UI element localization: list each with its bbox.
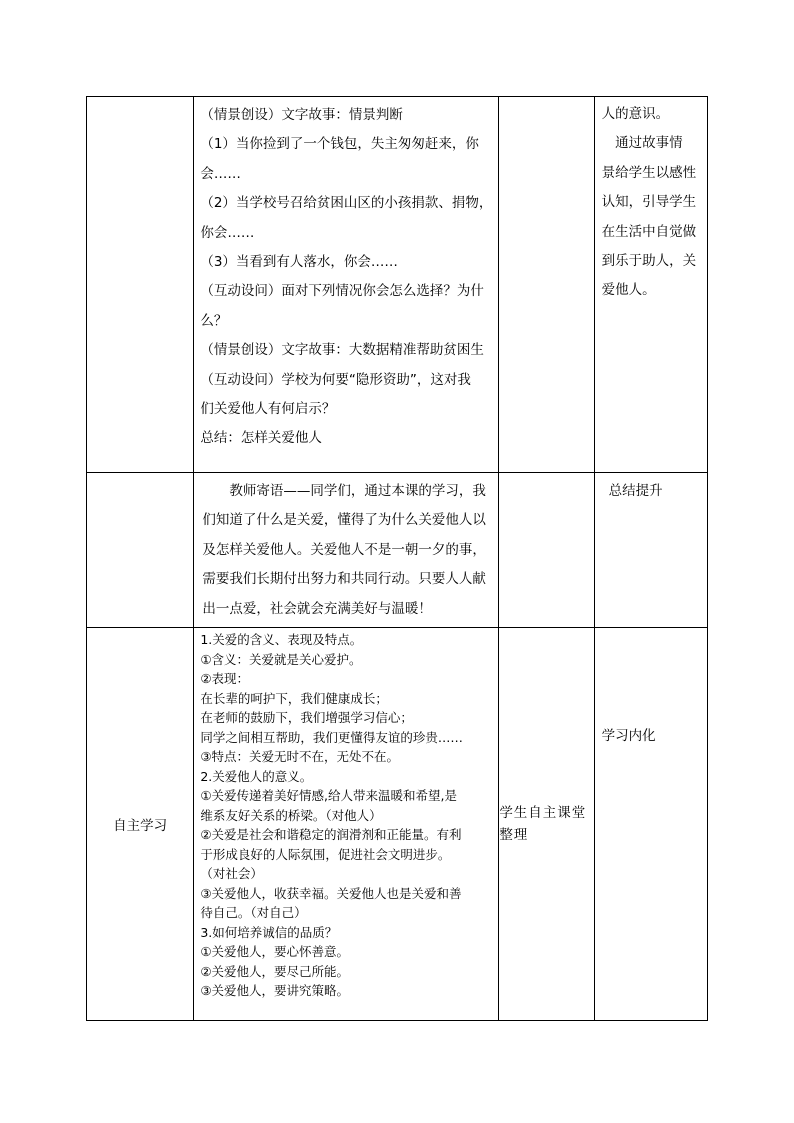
student-cell-empty	[499, 473, 594, 628]
teacher-message	[194, 473, 498, 624]
knowledge-line: 于形成良好的人际氛围，促进社会文明进步。	[200, 846, 451, 862]
activity-line: 你会……	[200, 224, 255, 241]
knowledge-line: 维系友好关系的桥梁。（对他人）	[200, 807, 382, 823]
teacher-line: 们知道了什么是关爱，懂得了为什么关爱他人以	[202, 512, 486, 529]
teacher-message-cell	[194, 473, 499, 628]
knowledge-line: 1.关爱的含义、表现及特点。	[200, 632, 363, 647]
activity-line: （互动设问）面对下列情况你会怎么选择？为什	[200, 283, 484, 300]
knowledge-line: ①关爱传递着美好情感,给人带来温暖和希望,是	[200, 788, 457, 803]
intent-text	[595, 97, 707, 306]
activity-line: （3）当看到有人落水，你会……	[200, 254, 398, 271]
knowledge-line: 3.如何培养诚信的品质？	[200, 924, 338, 940]
student-cell-empty	[499, 97, 594, 473]
intent-line: 景给学生以感性	[601, 164, 697, 181]
activity-line: 总结：怎样关爱他人	[200, 430, 322, 447]
activity-line: （情景创设）文字故事：情景判断	[200, 107, 403, 123]
stage-cell-empty	[87, 97, 194, 473]
intent-line: 认知，引导学生	[601, 194, 697, 211]
table-row	[87, 628, 708, 1021]
teacher-line: 需要我们长期付出努力和共同行动。只要人人献	[202, 571, 486, 588]
knowledge-line: ②表现：	[200, 671, 250, 686]
knowledge-line: 2.关爱他人的意义。	[200, 768, 313, 784]
activity-line: 会……	[200, 165, 241, 182]
teacher-line: 出一点爱，社会就会充满美好与温暖！	[202, 600, 432, 617]
knowledge-text	[194, 628, 498, 1001]
table-row	[87, 97, 708, 473]
activity-line: （情景创设）文字故事：大数据精准帮助贫困生	[200, 342, 484, 359]
intent-line: 到乐于助人，关	[601, 253, 697, 270]
intent-cell	[594, 473, 707, 628]
knowledge-line: ②关爱是社会和谐稳定的润滑剂和正能量。有利	[200, 827, 462, 842]
knowledge-line: 同学之间相互帮助，我们更懂得友谊的珍贵……	[200, 729, 463, 745]
activity-line: （互动设问）学校为何要“隐形资助”，这对我	[200, 371, 471, 388]
teacher-line: 及怎样关爱他人。关爱他人不是一朝一夕的事，	[202, 541, 486, 558]
stage-label: 自主学习	[87, 628, 194, 1021]
knowledge-line: 在长辈的呵护下，我们健康成长；	[200, 690, 388, 706]
activity-line: （1）当你捡到了一个钱包，失主匆匆赶来，你	[200, 136, 479, 153]
knowledge-line: （对社会）	[200, 866, 263, 881]
intent-cell	[594, 97, 707, 473]
intent-line: 爱他人。	[601, 282, 656, 299]
teacher-line: 教师寄语——同学们，通过本课的学习，我	[229, 483, 486, 499]
activity-cell	[194, 97, 499, 473]
student-activity: 学生自主课堂整理	[499, 628, 594, 1021]
knowledge-line: 待自己。（对自己）	[200, 905, 307, 920]
knowledge-line: ②关爱他人，要尽己所能。	[200, 963, 350, 979]
knowledge-line: ③关爱他人，要讲究策略。	[200, 983, 350, 998]
summary-label: 总结提升	[608, 483, 663, 499]
intent-line: 通过故事情	[601, 135, 683, 152]
table-row	[87, 473, 708, 628]
knowledge-line: ①含义：关爱就是关心爱护。	[200, 651, 362, 667]
stage-cell-empty	[87, 473, 194, 628]
lesson-plan-table	[86, 96, 708, 1021]
activity-text	[194, 97, 498, 454]
activity-line: （2）当学校号召给贫困山区的小孩捐款、捐物，	[200, 195, 493, 212]
knowledge-line: ①关爱他人，要心怀善意。	[200, 944, 350, 959]
activity-line: 么？	[200, 312, 228, 329]
intent-line: 在生活中自觉做	[601, 223, 697, 240]
knowledge-line: ③特点：关爱无时不在，无处不在。	[200, 749, 400, 764]
intent-cell	[594, 628, 707, 1021]
knowledge-line: 在老师的鼓励下，我们增强学习信心；	[200, 710, 413, 725]
intent-line: 人的意识。	[601, 106, 670, 122]
knowledge-line: ③关爱他人，收获幸福。关爱他人也是关爱和善	[200, 885, 462, 901]
activity-line: 们关爱他人有何启示？	[200, 401, 336, 418]
internalize-label: 学习内化	[601, 728, 656, 744]
knowledge-cell	[194, 628, 499, 1021]
